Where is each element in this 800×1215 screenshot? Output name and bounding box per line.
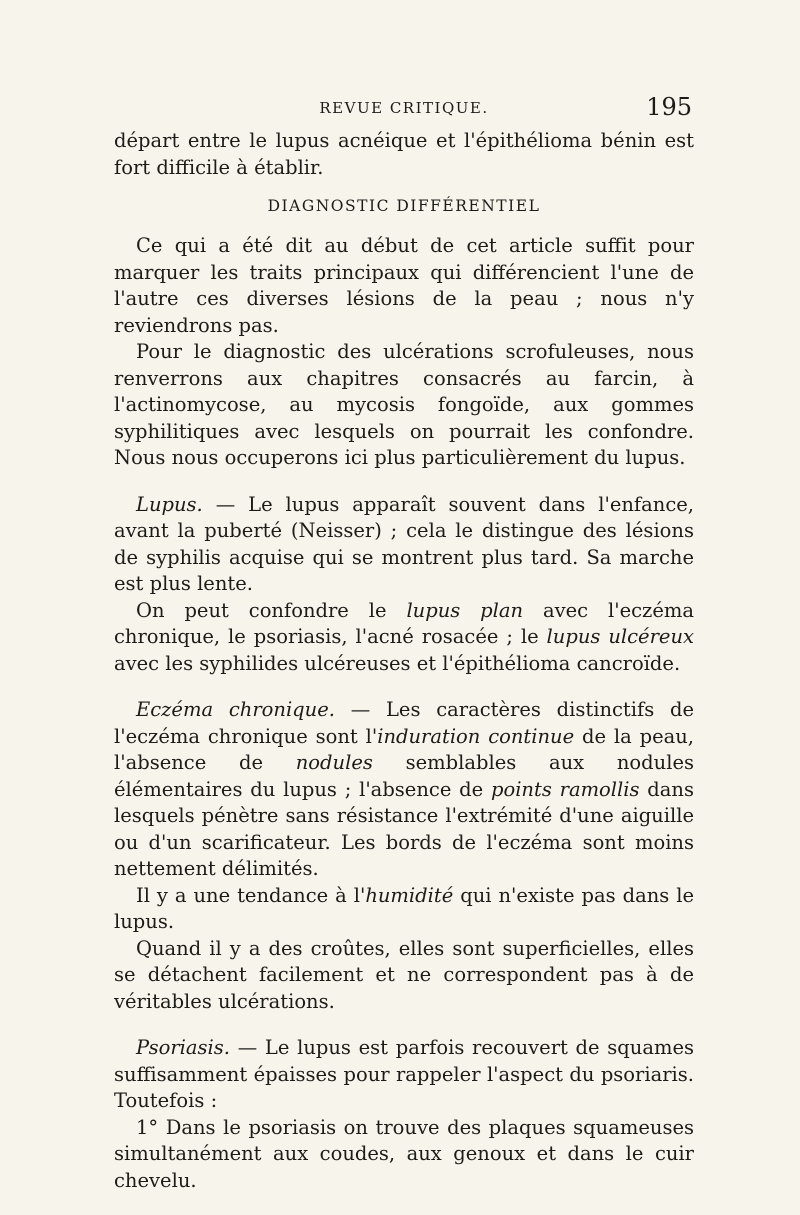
page-number: 195 (646, 93, 692, 121)
eczema-subheading: Eczéma chronique. (136, 698, 335, 721)
paragraph-scrofulous-ulcerations: Pour le diagnostic des ulcérations scrofuleuses, nous renverrons aux chapitres consacrés au farcin, à l'actinomycose, au mycosis fongoïde, aux gommes syphilitiques avec lesquels on pourrait les confondre. Nous nous occuperons ici plus particulièrement du lupus. (114, 340, 694, 469)
psoriasis-text: — Le lupus est parfois recouvert de squames suffisamment épaisses pour rappeler l'aspect du psoriaris. Toutefois : (114, 1036, 694, 1112)
text-run: qui n'existe pas dans le lupus. (114, 883, 695, 933)
running-head-title: REVUE CRITIQUE. (319, 99, 489, 117)
text-run: semblables aux nodules élémentaires du lupus ; l'absence de (114, 751, 694, 801)
paragraph-psoriasis-point-1: 1° Dans le psoriasis on trouve des plaques squameuses simultanément aux coudes, aux genoux et dans le cuir chevelu. (114, 1115, 694, 1192)
italic-term: lupus plan (406, 598, 524, 622)
paragraph-crusts: Quand il y a des croûtes, elles sont superficielles, elles se détachent facilement et ne correspondent pas à de véritables ulcérations. (114, 936, 694, 1013)
italic-term: lupus ulcéreux (546, 625, 694, 648)
italic-term: induration continue (377, 724, 575, 748)
paragraph-psoriasis (114, 1035, 694, 1115)
paragraph-lupus (114, 492, 694, 598)
text-run: dans lesquels pénètre sans résistance l'extrémité d'une aiguille ou d'un scarificateur. Les bords de l'eczéma sont moins nettement délimités. (114, 777, 694, 880)
italic-term: humidité (365, 883, 454, 907)
paragraph-humidity (114, 883, 694, 936)
running-head (116, 93, 692, 121)
paragraph-intro: Ce qui a été dit au début de cet article suffit pour marquer les traits principaux qui différencient l'une de l'autre ces diverses lésions de la peau ; nous n'y reviendrons pas. (114, 234, 694, 337)
text-run: avec l'eczéma chronique, le psoriasis, l'acné rosacée ; le (114, 598, 694, 648)
section-heading: DIAGNOSTIC DIFFÉRENTIEL (267, 197, 541, 215)
lupus-subheading: Lupus. (136, 492, 203, 516)
paragraph-confusion (114, 598, 694, 678)
lupus-text: — Le lupus apparaît souvent dans l'enfance, avant la puberté (Neisser) ; cela le distingue des lésions de syphilis acquise qui se montrent plus tard. Sa marche est plus lente. (114, 492, 694, 595)
text-run: de la peau, l'absence de (114, 724, 695, 774)
psoriasis-subheading: Psoriasis. (136, 1036, 230, 1059)
text-run: Il y a une tendance à l' (136, 883, 366, 907)
text-run: On peut confondre le (136, 598, 407, 622)
italic-term: points ramollis (490, 777, 640, 801)
text-run: — Les caractères distinctifs de l'eczéma chronique sont l' (114, 698, 695, 748)
paragraph-eczema (114, 697, 694, 883)
body-text (114, 128, 694, 1194)
text-run: avec les syphilides ulcéreuses et l'épithélioma cancroïde. (114, 651, 681, 675)
italic-term: nodules (295, 751, 373, 774)
paragraph-continuation: départ entre le lupus acnéique et l'épithélioma bénin est fort difficile à établir. (114, 129, 694, 179)
